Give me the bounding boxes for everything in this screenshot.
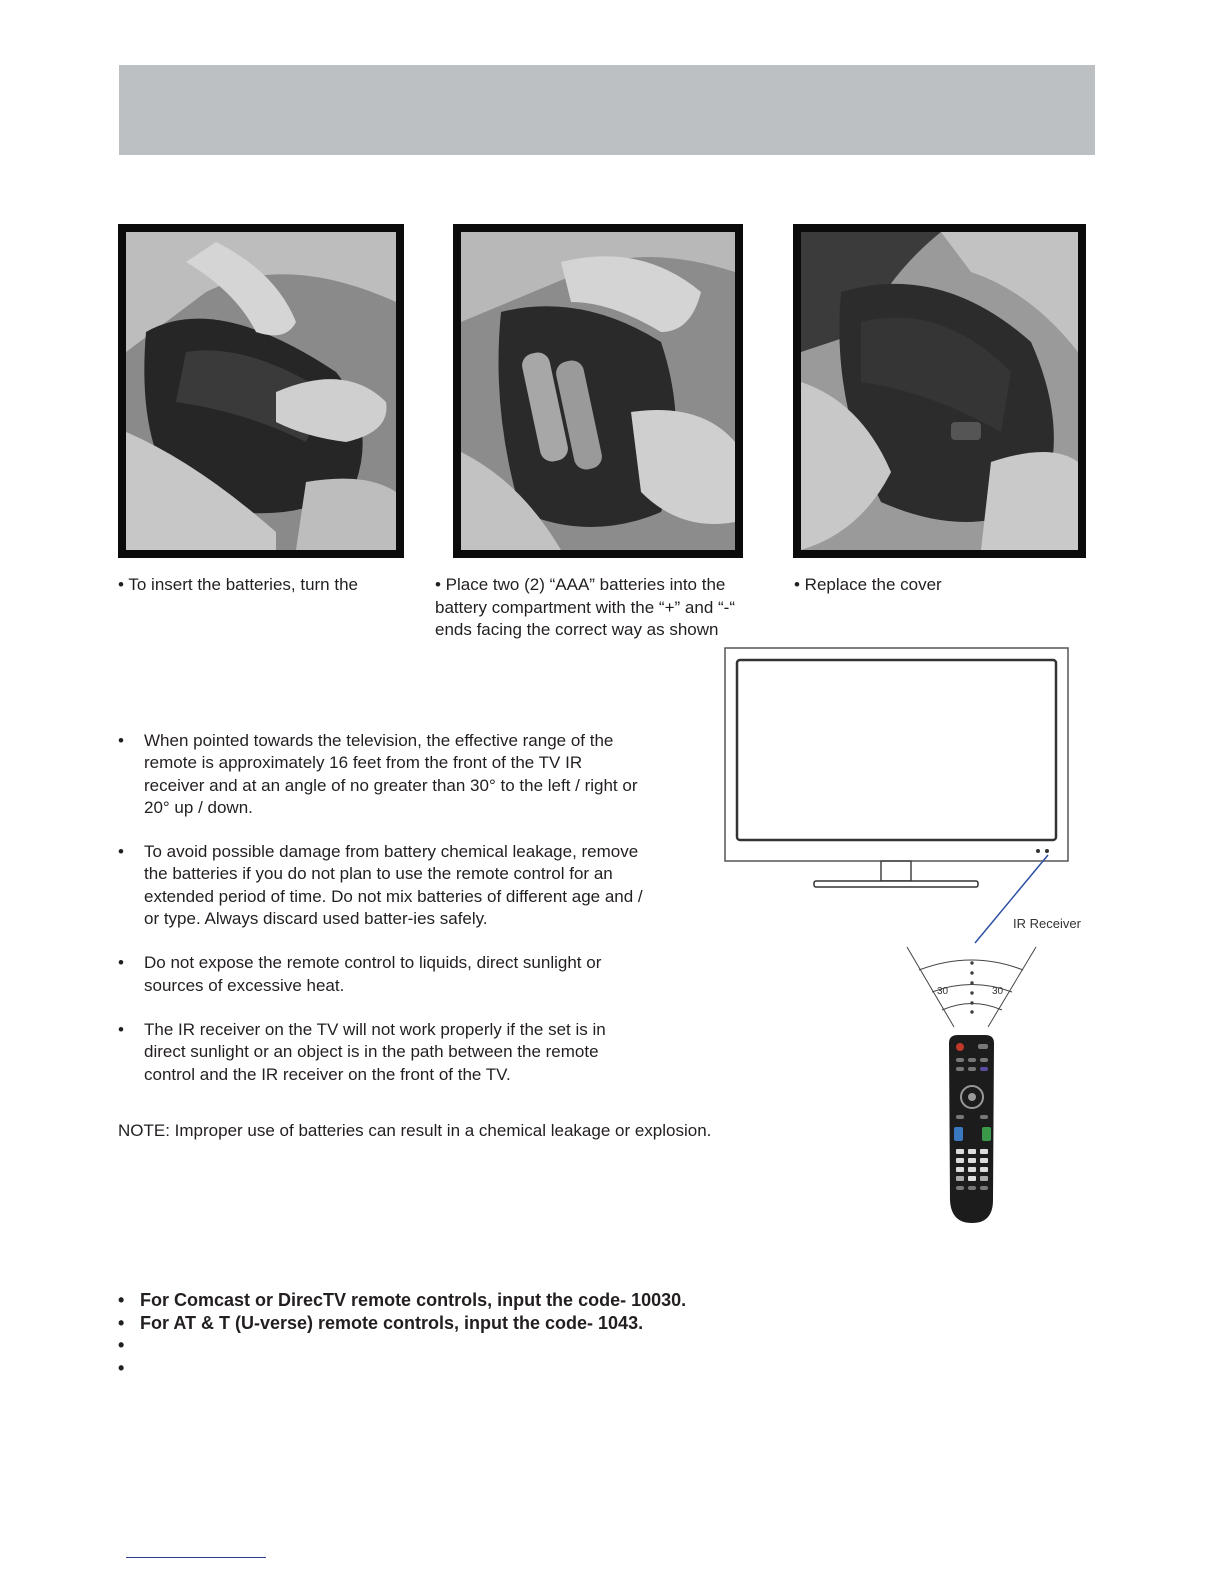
tip-battery-leakage: • To avoid possible damage from battery chemical leakage, remove the batteries if you do not plan to use the remote control for an extended period of time. Do not mix batteries of different age and / or type. Always discard used batter-ies safely. <box>118 841 646 930</box>
tip-exposure: • Do not expose the remote control to liquids, direct sunlight or sources of excessive heat. <box>118 952 646 997</box>
tip-ir-receiver: • The IR receiver on the TV will not work properly if the set is in direct sunlight or an object is in the path between the remote control and the IR receiver on the front of the TV. <box>118 1019 646 1086</box>
step-1-caption: • To insert the batteries, turn the <box>118 575 358 594</box>
step-3-caption: • Replace the cover <box>794 575 942 594</box>
remote-usage-tips <box>118 730 646 1108</box>
universal-remote-codes <box>118 1289 1018 1379</box>
header-band <box>119 65 1095 155</box>
tv-illustration <box>725 648 1068 887</box>
angle-right-label: 30 <box>992 986 1004 997</box>
photo-remove-cover <box>118 224 404 558</box>
remote-illustration <box>949 1035 994 1223</box>
code-comcast-directv: • For Comcast or DirecTV remote controls, input the code- 10030. <box>118 1289 1018 1312</box>
photo-insert-batteries <box>453 224 743 558</box>
code-att-uverse: • For AT & T (U-verse) remote controls, input the code- 1043. <box>118 1312 1018 1335</box>
tip-range: • When pointed towards the television, the effective range of the remote is approximately 16 feet from the front of the TV IR receiver and at an angle of no greater than 30° to the left / right or 20° up / down. <box>118 730 646 819</box>
angle-diagram <box>907 947 1036 1027</box>
photo-replace-cover <box>793 224 1086 558</box>
tv-remote-diagram <box>720 645 1090 1235</box>
step-2-caption: • Place two (2) “AAA” batteries into the battery compartment with the “+” and “-“ ends facing the correct way as shown <box>435 575 735 639</box>
code-item-4 <box>118 1357 1018 1380</box>
angle-left-label: 30 <box>937 986 949 997</box>
code-item-3 <box>118 1334 1018 1357</box>
battery-note: NOTE: Improper use of batteries can result in a chemical leakage or explosion. <box>118 1121 712 1140</box>
ir-receiver-label: IR Receiver <box>1013 916 1081 931</box>
footer-rule <box>126 1557 266 1558</box>
